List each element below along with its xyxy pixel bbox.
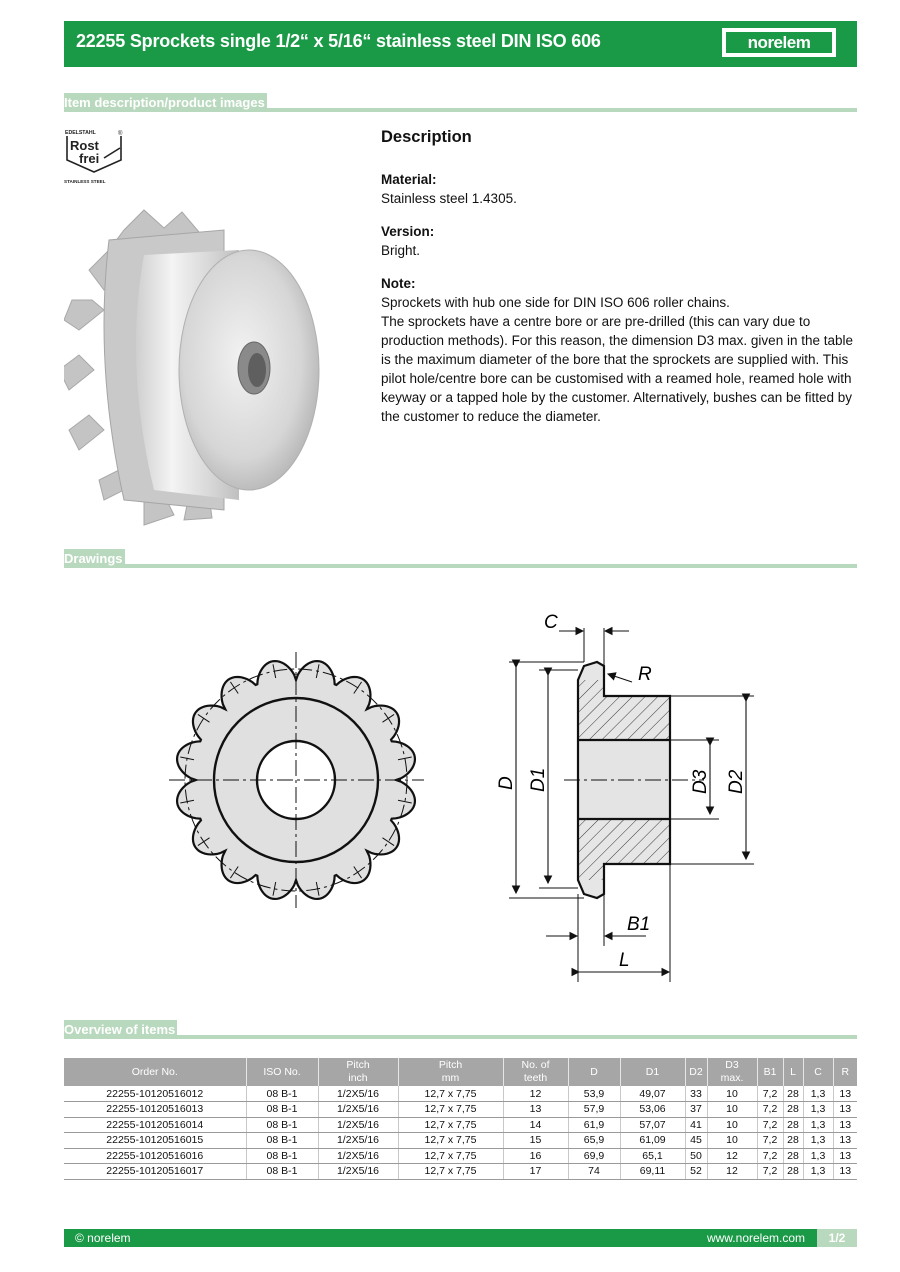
version-label: Version: [381, 224, 435, 239]
table-cell: 53,9 [568, 1086, 620, 1102]
table-cell: 12,7 x 7,75 [398, 1102, 503, 1118]
section-drawings [64, 549, 857, 568]
table-cell: 49,07 [620, 1086, 685, 1102]
dim-d1-label: D1 [528, 767, 549, 792]
table-row [64, 1086, 857, 1102]
items-table [64, 1058, 857, 1180]
table-row [64, 1117, 857, 1133]
table-cell: 13 [833, 1148, 857, 1164]
table-cell: 41 [685, 1117, 707, 1133]
table-cell: 28 [783, 1117, 803, 1133]
table-cell: 10 [707, 1117, 757, 1133]
material-label: Material: [381, 172, 437, 187]
version-text: Bright. [381, 243, 421, 258]
table-cell: 57,07 [620, 1117, 685, 1133]
table-cell: 22255-10120516015 [64, 1133, 246, 1149]
table-cell: 1,3 [803, 1086, 833, 1102]
table-cell: 28 [783, 1133, 803, 1149]
page-title: 22255 Sprockets single 1/2“ x 5/16“ stainless steel DIN ISO 606 [76, 31, 601, 51]
table-cell: 1,3 [803, 1102, 833, 1118]
description-title: Description [381, 128, 472, 146]
table-body [64, 1086, 857, 1179]
footer-copyright: © norelem [75, 1231, 131, 1245]
table-cell: 50 [685, 1148, 707, 1164]
col-d3: D3 max. [707, 1058, 757, 1086]
section-rule [64, 564, 857, 568]
technical-drawing [64, 590, 857, 990]
table-cell: 08 B-1 [246, 1148, 318, 1164]
table-cell: 1,3 [803, 1117, 833, 1133]
table-cell: 7,2 [757, 1148, 783, 1164]
table-cell: 12,7 x 7,75 [398, 1117, 503, 1133]
table-cell: 14 [503, 1117, 568, 1133]
table-cell: 37 [685, 1102, 707, 1118]
table-cell: 13 [833, 1164, 857, 1180]
table-cell: 12,7 x 7,75 [398, 1148, 503, 1164]
table-cell: 12 [707, 1148, 757, 1164]
sprocket-photo-icon [64, 200, 334, 530]
table-cell: 15 [503, 1133, 568, 1149]
table-cell: 17 [503, 1164, 568, 1180]
section-overview [64, 1020, 857, 1039]
badge-top-text: EDELSTAHL [65, 130, 96, 136]
page-header [64, 21, 857, 67]
table-cell: 1/2X5/16 [318, 1148, 398, 1164]
badge-registered: ® [118, 131, 123, 137]
footer-website-link[interactable]: www.norelem.com [706, 1231, 805, 1245]
footer-page-number: 1/2 [817, 1229, 857, 1247]
table-cell: 13 [503, 1102, 568, 1118]
section-item-description [64, 93, 857, 112]
table-cell: 08 B-1 [246, 1133, 318, 1149]
table-cell: 1,3 [803, 1148, 833, 1164]
table-cell: 10 [707, 1086, 757, 1102]
col-d1: D1 [620, 1058, 685, 1086]
table-cell: 08 B-1 [246, 1086, 318, 1102]
col-d: D [568, 1058, 620, 1086]
table-header-row [64, 1058, 857, 1086]
section-label: Overview of items [64, 1022, 176, 1037]
table-cell: 52 [685, 1164, 707, 1180]
table-cell: 69,9 [568, 1148, 620, 1164]
table-cell: 65,9 [568, 1133, 620, 1149]
table-cell: 1/2X5/16 [318, 1117, 398, 1133]
table-cell: 12,7 x 7,75 [398, 1164, 503, 1180]
table-cell: 69,11 [620, 1164, 685, 1180]
table-cell: 53,06 [620, 1102, 685, 1118]
table-cell: 12,7 x 7,75 [398, 1133, 503, 1149]
table-cell: 57,9 [568, 1102, 620, 1118]
dim-r-label: R [638, 664, 652, 685]
table-cell: 12 [707, 1164, 757, 1180]
table-cell: 1/2X5/16 [318, 1164, 398, 1180]
col-c: C [803, 1058, 833, 1086]
table-cell: 13 [833, 1117, 857, 1133]
table-cell: 61,09 [620, 1133, 685, 1149]
table-cell: 13 [833, 1086, 857, 1102]
table-cell: 65,1 [620, 1148, 685, 1164]
description-panel [381, 128, 857, 440]
table-cell: 22255-10120516012 [64, 1086, 246, 1102]
table-cell: 1/2X5/16 [318, 1102, 398, 1118]
table-cell: 7,2 [757, 1102, 783, 1118]
table-cell: 22255-10120516013 [64, 1102, 246, 1118]
table-cell: 1/2X5/16 [318, 1086, 398, 1102]
section-label: Item description/product images [64, 95, 265, 110]
badge-line2: frei [79, 151, 100, 166]
table-cell: 7,2 [757, 1133, 783, 1149]
table-cell: 13 [833, 1133, 857, 1149]
col-pitch-mm: Pitch mm [398, 1058, 503, 1086]
dim-d-label: D [496, 776, 517, 790]
table-cell: 12 [503, 1086, 568, 1102]
side-view [496, 612, 754, 982]
table-cell: 28 [783, 1086, 803, 1102]
col-pitch-inch: Pitch inch [318, 1058, 398, 1086]
note-text-2: The sprockets have a centre bore or are pre-drilled (this can vary due to production methods). For this reason, the dimension D3 max. given in the table is the maximum diameter of the bore that the sprockets are supplied with. This pilot hole/centre bore can be customised with a reamed hole, reamed hole with keyway or a tapped hole by the customer. Alternatively, bushes can be fitted by the customer to reduce the diameter. [381, 314, 853, 424]
stainless-badge-icon [62, 128, 126, 186]
table-cell: 33 [685, 1086, 707, 1102]
table-cell: 22255-10120516014 [64, 1117, 246, 1133]
badge-bottom-text: STAINLESS STEEL [64, 179, 106, 184]
dim-d3-label: D3 [690, 769, 711, 794]
rostfrei-badge [62, 128, 126, 186]
sprocket-drawing-icon [64, 590, 857, 990]
col-teeth: No. of teeth [503, 1058, 568, 1086]
dim-c-label: C [544, 612, 558, 633]
table-cell: 10 [707, 1133, 757, 1149]
table-row [64, 1133, 857, 1149]
table-cell: 1,3 [803, 1133, 833, 1149]
table-cell: 13 [833, 1102, 857, 1118]
table-row [64, 1102, 857, 1118]
table-row [64, 1148, 857, 1164]
table-cell: 08 B-1 [246, 1102, 318, 1118]
norelem-logo [722, 28, 836, 57]
note-label: Note: [381, 276, 416, 291]
section-rule [64, 1035, 857, 1039]
col-order-no: Order No. [64, 1058, 246, 1086]
front-view [169, 652, 424, 908]
section-label: Drawings [64, 551, 123, 566]
note-text-1: Sprockets with hub one side for DIN ISO 606 roller chains. [381, 295, 730, 310]
dim-b1-label: B1 [627, 914, 651, 935]
col-iso-no: ISO No. [246, 1058, 318, 1086]
col-l: L [783, 1058, 803, 1086]
material-block [381, 170, 857, 208]
table-cell: 28 [783, 1148, 803, 1164]
table-cell: 7,2 [757, 1117, 783, 1133]
table-cell: 1/2X5/16 [318, 1133, 398, 1149]
col-d2: D2 [685, 1058, 707, 1086]
table-row [64, 1164, 857, 1180]
table-cell: 74 [568, 1164, 620, 1180]
table-cell: 08 B-1 [246, 1117, 318, 1133]
material-text: Stainless steel 1.4305. [381, 191, 517, 206]
table-cell: 45 [685, 1133, 707, 1149]
version-block [381, 222, 857, 260]
dim-d2-label: D2 [726, 769, 747, 794]
table-cell: 22255-10120516016 [64, 1148, 246, 1164]
col-b1: B1 [757, 1058, 783, 1086]
table-cell: 16 [503, 1148, 568, 1164]
table-cell: 1,3 [803, 1164, 833, 1180]
table-cell: 10 [707, 1102, 757, 1118]
table-cell: 08 B-1 [246, 1164, 318, 1180]
table-cell: 22255-10120516017 [64, 1164, 246, 1180]
col-r: R [833, 1058, 857, 1086]
page-footer [64, 1229, 857, 1247]
badge-line1: Rost [70, 138, 99, 153]
dim-l-label: L [619, 950, 630, 971]
table-cell: 7,2 [757, 1164, 783, 1180]
table-cell: 28 [783, 1102, 803, 1118]
table-cell: 28 [783, 1164, 803, 1180]
product-image [64, 200, 334, 530]
table-cell: 61,9 [568, 1117, 620, 1133]
table-cell: 7,2 [757, 1086, 783, 1102]
note-block [381, 274, 857, 426]
table-cell: 12,7 x 7,75 [398, 1086, 503, 1102]
logo-text: norelem [726, 32, 832, 53]
